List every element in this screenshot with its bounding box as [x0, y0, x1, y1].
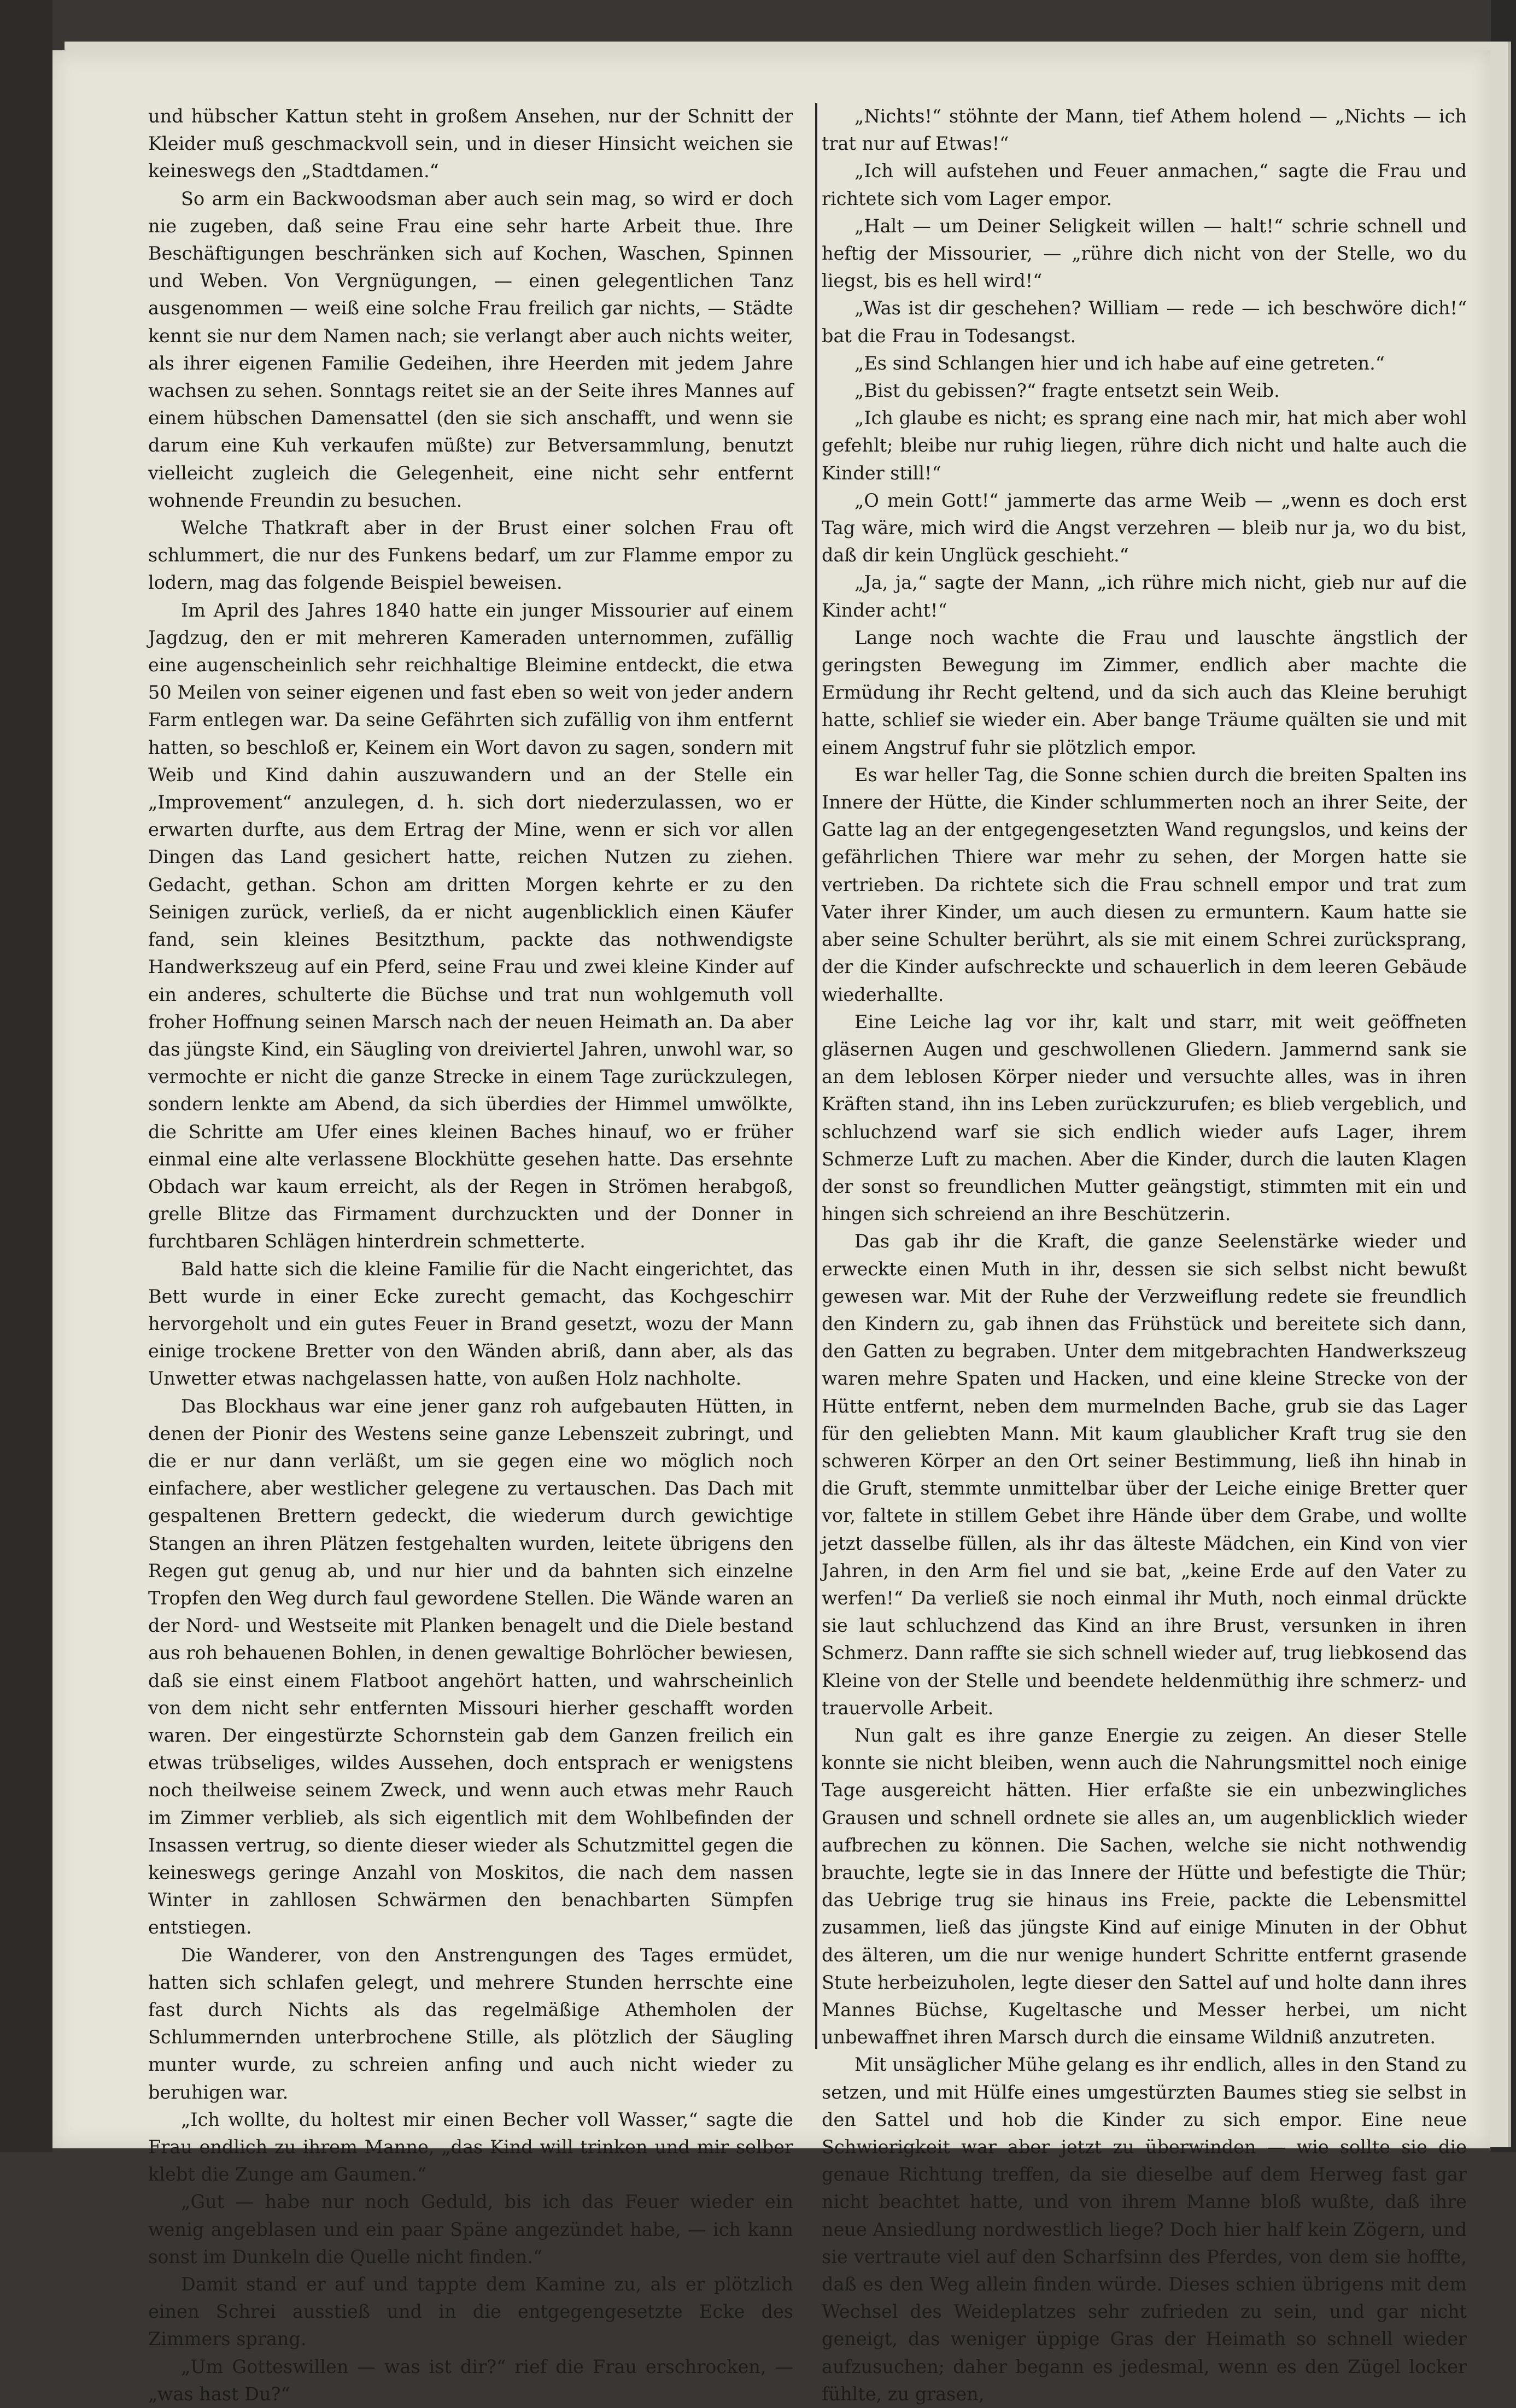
- paragraph: Im April des Jahres 1840 hatte ein junger Missourier auf einem Jagdzug, den er mit mehreren Kameraden unternommen, zufällig eine augenscheinlich sehr reichhaltige Bleimine entdeckt, die etwa 50 Meilen von seiner eigenen und fast eben so weit von jeder andern Farm entlegen war. Da seine Gefährten sich zufällig von ihm entfernt hatten, so beschloß er, Keinem ein Wort davon zu sagen, sondern mit Weib und Kind dahin auszuwandern und an der Stelle ein „Improvement“ anzulegen, d. h. sich dort niederzulassen, wo er erwarten durfte, aus dem Ertrag der Mine, wenn er sich vor allen Dingen das Land gesichert hatte, reichen Nutzen zu ziehen. Gedacht, gethan. Schon am dritten Morgen kehrte er zu den Seinigen zurück, verließ, da er nicht augenblicklich einen Käufer fand, sein kleines Besitzthum, packte das nothwendigste Handwerkszeug auf ein Pferd, seine Frau und zwei kleine Kinder auf ein anderes, schulterte die Büchse und trat nun wohlgemuth voll froher Hoffnung seinen Marsch nach der neuen Heimath an. Da aber das jüngste Kind, ein Säugling von dreiviertel Jahren, unwohl war, so vermochte er nicht die ganze Strecke in einem Tage zurückzulegen, sondern lenkte am Abend, da sich überdies der Himmel umwölkte, die Schritte am Ufer eines kleinen Baches hinauf, wo er früher einmal eine alte verlassene Blockhütte gesehen hatte. Das ersehnte Obdach war kaum erreicht, als der Regen in Strömen herabgoß, grelle Blitze das Firmament durchzuckten und der Donner in furchtbaren Schlägen hinterdrein schmetterte.: [148, 599, 793, 1252]
- paragraph: „Bist du gebissen?“ fragte entsetzt sein Weib.: [854, 380, 1280, 402]
- paragraph: Welche Thatkraft aber in der Brust einer solchen Frau oft schlummert, die nur des Funkens bedarf, um zur Flamme empor zu lodern, mag das folgende Beispiel beweisen.: [148, 517, 793, 594]
- paragraph: Mit unsäglicher Mühe gelang es ihr endlich, alles in den Stand zu setzen, und mit Hülfe eines umgestürzten Baumes stieg sie selbst in den Sattel und hob die Kinder zu sich empor. Eine neue Schwierigkeit war aber jetzt zu überwinden — wie sollte sie die genaue Richtung treffen, da sie dieselbe auf dem Herweg fast gar nicht beachtet hatte, und von ihrem Manne bloß wußte, daß ihre neue Ansiedlung nordwestlich liege? Doch hier half kein Zögern, und sie vertraute viel auf den Scharfsinn des Pferdes, von dem sie hoffte, daß es den Weg allein finden würde. Dieses schien übrigens mit dem Wechsel des Weideplatzes sehr zufrieden zu sein, und gar nicht geneigt, das weniger üppige Gras der Heimath so schnell wieder aufzusuchen; daher begann es jedesmal, wenn es den Zügel locker fühlte, zu grasen,: [822, 2054, 1467, 2405]
- paragraph: „Nichts!“ stöhnte der Mann, tief Athem holend — „Nichts — ich trat nur auf Etwas!“: [822, 106, 1467, 155]
- paragraph: Nun galt es ihre ganze Energie zu zeigen. An dieser Stelle konnte sie nicht bleiben, wenn auch die Nahrungsmittel noch einige Tage ausgereicht hätten. Hier erfaßte sie ein unbezwingliches Grausen und schnell ordnete sie alles an, um augenblicklich wieder aufbrechen zu können. Die Sachen, welche sie nicht nothwendig brauchte, legte sie in das Innere der Hütte und befestigte die Thür; das Uebrige trug sie hinaus ins Freie, packte die Lebensmittel zusammen, ließ das jüngste Kind auf einige Minuten in der Obhut des älteren, um die nur wenige hundert Schritte entfernt grasende Stute herbeizuholen, legte dieser den Sattel auf und holte dann ihres Mannes Büchse, Kugeltasche und Messer herbei, um nicht unbewaffnet ihren Marsch durch die einsame Wildniß anzutreten.: [822, 1724, 1467, 2048]
- paragraph: „Um Gotteswillen — was ist dir?“ rief die Frau erschrocken, — „was hast Du?“: [148, 2356, 793, 2405]
- text-column-right: [822, 103, 1467, 2405]
- paragraph: „Halt — um Deiner Seligkeit willen — halt!“ schrie schnell und heftig der Missourier, — „rühre dich nicht von der Stelle, wo du liegst, bis es hell wird!“: [822, 215, 1467, 292]
- paragraph: Das gab ihr die Kraft, die ganze Seelenstärke wieder und erweckte einen Muth in ihr, dessen sie sich selbst nicht bewußt gewesen war. Mit der Ruhe der Verzweiflung redete sie freundlich den Kindern zu, gab ihnen das Frühstück und bereitete sich dann, den Gatten zu begraben. Unter dem mitgebrachten Handwerkszeug waren mehre Spaten und Hacken, und eine kleine Strecke von der Hütte entfernt, neben dem murmelnden Bache, grub sie das Lager für den geliebten Mann. Mit kaum glaublicher Kraft trug sie den schweren Körper an den Ort seiner Bestimmung, ließ ihn hinab in die Gruft, stemmte unmittelbar über der Leiche einige Bretter quer vor, faltete in stillem Gebet ihre Hände über dem Grabe, und wollte jetzt dasselbe füllen, als ihr das älteste Mädchen, ein Kind von vier Jahren, in den Arm fiel und sie bat, „keine Erde auf den Vater zu werfen!“ Da verließ sie noch einmal ihr Muth, noch einmal drückte sie laut schluchzend das Kind an ihre Brust, versunken in ihren Schmerz. Dann raffte sie sich schnell wieder auf, trug liebkosend das Kleine von der Stelle und beendete heldenmüthig ihre schmerz- und trauervolle Arbeit.: [822, 1231, 1467, 1719]
- paragraph: „Ich wollte, du holtest mir einen Becher voll Wasser,“ sagte die Frau endlich zu ihrem Manne, „das Kind will trinken und mir selber klebt die Zunge am Gaumen.“: [148, 2108, 793, 2186]
- scan-border-left: [0, 0, 52, 2152]
- paragraph: Das Blockhaus war eine jener ganz roh aufgebauten Hütten, in denen der Pionir des Westens seine ganze Lebenszeit zubringt, und die er nur dann verläßt, um sie gegen eine wo möglich noch einfachere, aber westlicher gelegene zu vertauschen. Das Dach mit gespaltenen Brettern gedeckt, die wiederum durch gewichtige Stangen an ihren Plätzen festgehalten wurden, leitete übrigens den Regen gut genug ab, und nur hier und da bahnten sich einzelne Tropfen den Weg durch faul gewordene Stellen. Die Wände waren an der Nord- und Westseite mit Planken benagelt und die Diele bestand aus roh behauenen Bohlen, in denen gewaltige Bohrlöcher bewiesen, daß sie einst einem Flatboot angehört hatten, und wahrscheinlich von dem nicht sehr entfernten Missouri hierher geschafft worden waren. Der eingestürzte Schornstein gab dem Ganzen freilich ein etwas trübseliges, wildes Aussehen, doch entsprach er wenigstens noch theilweise seinem Zweck, und wenn auch etwas mehr Rauch im Zimmer verblieb, als sich eigentlich mit dem Wohlbefinden der Insassen vertrug, so diente dieser wieder als Schutzmittel gegen die keineswegs geringe Anzahl von Moskitos, die nach dem nassen Winter in zahllosen Schwärmen den benachbarten Sümpfen entstiegen.: [148, 1395, 793, 1938]
- paragraph: und hübscher Kattun steht in großem Ansehen, nur der Schnitt der Kleider muß geschmackvoll sein, und in dieser Hinsicht weichen sie keineswegs den „Stadtdamen.“: [148, 106, 793, 182]
- paragraph: Es war heller Tag, die Sonne schien durch die breiten Spalten ins Innere der Hütte, die Kinder schlummerten noch an ihrer Seite, der Gatte lag an der entgegengesetzten Wand regungslos, und keins der gefährlichen Thiere war mehr zu sehen, der Morgen hatte sie vertrieben. Da richtete sich die Frau schnell empor und trat zum Vater ihrer Kinder, um auch diesen zu ermuntern. Kaum hatte sie aber seine Schulter berührt, als sie mit einem Schrei zurücksprang, der die Kinder aufschreckte und schauerlich in dem leeren Gebäude wiederhallte.: [822, 764, 1467, 1005]
- paragraph: So arm ein Backwoodsman aber auch sein mag, so wird er doch nie zugeben, daß seine Frau eine sehr harte Arbeit thue. Ihre Beschäftigungen beschränken sich auf Kochen, Waschen, Spinnen und Weben. Von Vergnügungen, — einen gelegentlichen Tanz ausgenommen — weiß eine solche Frau freilich gar nichts, — Städte kennt sie nur dem Namen nach; sie verlangt aber auch nichts weiter, als ihrer eigenen Familie Gedeihen, ihre Heerden mit jedem Jahre wachsen zu sehen. Sonntags reitet sie an der Seite ihres Mannes auf einem hübschen Damensattel (den sie sich anschafft, und wenn sie darum eine Kuh verkaufen müßte) zur Betversammlung, benutzt vielleicht zugleich die Gelegenheit, eine nicht sehr entfernt wohnende Freundin zu besuchen.: [148, 188, 793, 511]
- paragraph: Eine Leiche lag vor ihr, kalt und starr, mit weit geöffneten gläsernen Augen und geschwollenen Gliedern. Jammernd sank sie an dem leblosen Körper nieder und versuchte alles, was in ihren Kräften stand, ihn ins Leben zurückzurufen; es blieb vergeblich, und schluchzend warf sie sich endlich wieder aufs Lager, ihrem Schmerze Luft zu machen. Aber die Kinder, durch die lauten Klagen der sonst so freundlichen Mutter geängstigt, stimmten mit ein und hingen sich schreiend an ihre Beschützerin.: [822, 1011, 1467, 1225]
- paragraph: „Es sind Schlangen hier und ich habe auf eine getreten.“: [854, 352, 1385, 374]
- paragraph: „Was ist dir geschehen? William — rede — ich beschwöre dich!“ bat die Frau in Todesangst.: [822, 297, 1467, 347]
- paragraph: „O mein Gott!“ jammerte das arme Weib — „wenn es doch erst Tag wäre, mich wird die Angst verzehren — bleib nur ja, wo du bist, daß dir kein Unglück geschieht.“: [822, 489, 1467, 566]
- paragraph: „Ich glaube es nicht; es sprang eine nach mir, hat mich aber wohl gefehlt; bleibe nur ruhig liegen, rühre dich nicht und halte auch die Kinder still!“: [822, 407, 1467, 484]
- paragraph: „Ich will aufstehen und Feuer anmachen,“ sagte die Frau und richtete sich vom Lager empor.: [822, 160, 1467, 209]
- column-divider: [815, 103, 817, 2049]
- paragraph: „Gut — habe nur noch Geduld, bis ich das Feuer wieder ein wenig angeblasen und ein paar Späne angezündet habe, — ich kann sonst im Dunkeln die Quelle nicht finden.“: [148, 2191, 793, 2268]
- paragraph: Lange noch wachte die Frau und lauschte ängstlich der geringsten Bewegung im Zimmer, endlich aber machte die Ermüdung ihr Recht geltend, und da sich auch das Kleine beruhigt hatte, schlief sie wieder ein. Aber bange Träume quälten sie und mit einem Angstruf fuhr sie plötzlich empor.: [822, 626, 1467, 758]
- paragraph: Bald hatte sich die kleine Familie für die Nacht eingerichtet, das Bett wurde in einer Ecke zurecht gemacht, das Kochgeschirr hervorgeholt und ein gutes Feuer in Brand gesetzt, wozu der Mann einige trockene Bretter von den Wänden abriß, dann aber, als das Unwetter etwas nachgelassen hatte, von außen Holz nachholte.: [148, 1258, 793, 1390]
- paragraph: „Ja, ja,“ sagte der Mann, „ich rühre mich nicht, gieb nur auf die Kinder acht!“: [822, 572, 1467, 621]
- newspaper-page: [52, 50, 1490, 2405]
- paragraph: Damit stand er auf und tappte dem Kamine zu, als er plötzlich einen Schrei ausstieß und in die entgegengesetzte Ecke des Zimmers sprang.: [148, 2274, 793, 2350]
- text-column-left: [148, 103, 793, 2405]
- paragraph: Die Wanderer, von den Anstrengungen des Tages ermüdet, hatten sich schlafen gelegt, und mehrere Stunden herrschte eine fast durch Nichts als das regelmäßige Athemholen der Schlummernden unterbrochene Stille, als plötzlich der Säugling munter wurde, zu schreien anfing und auch nicht wieder zu beruhigen war.: [148, 1944, 793, 2103]
